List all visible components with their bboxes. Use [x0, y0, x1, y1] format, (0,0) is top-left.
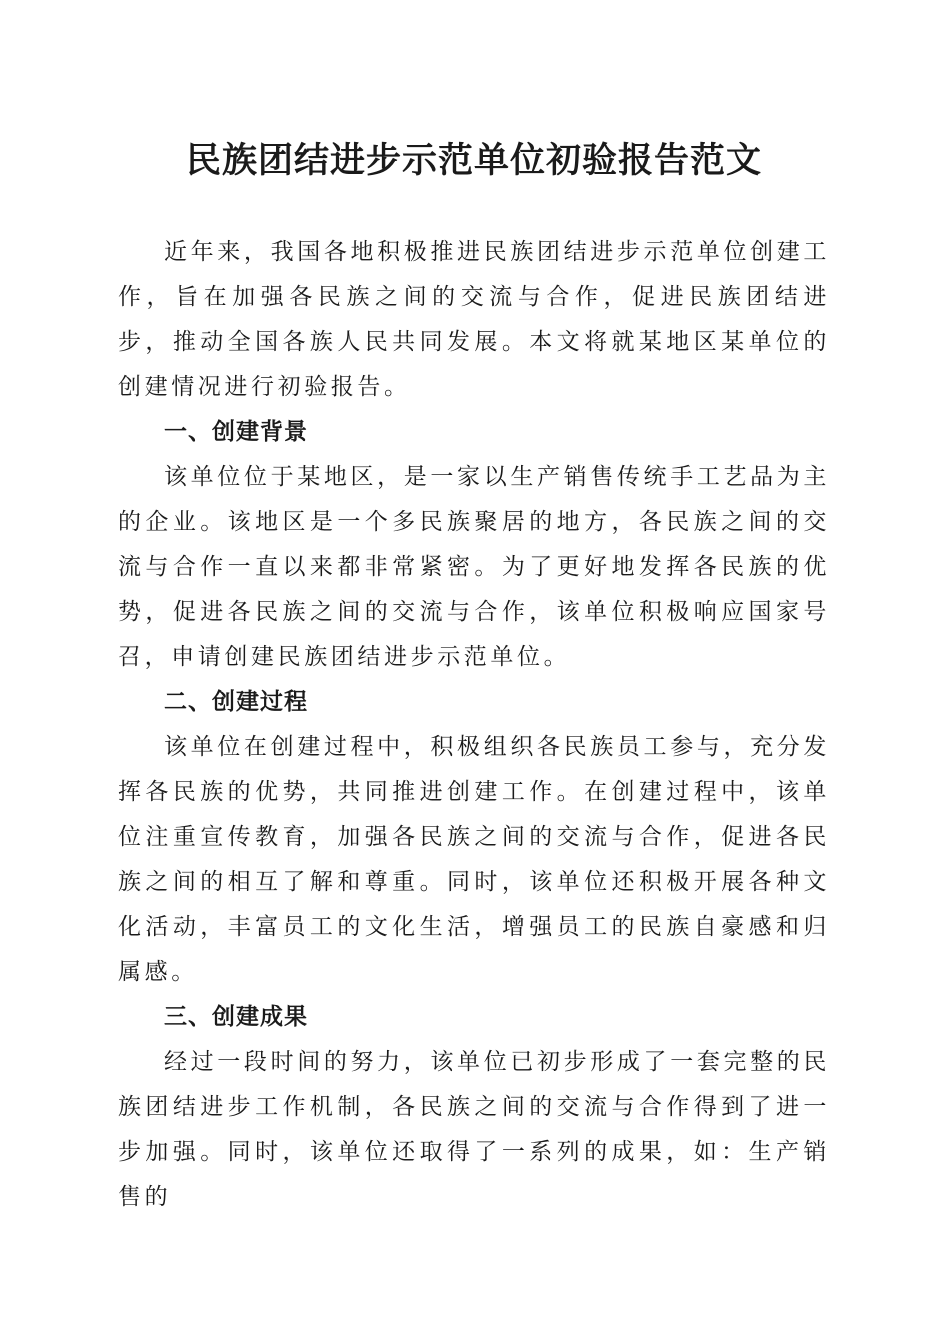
section-paragraph-background: 该单位位于某地区，是一家以生产销售传统手工艺品为主的企业。该地区是一个多民族聚居的地方，各民族之间的交流与合作一直以来都非常紧密。为了更好地发挥各民族的优势，促进各民族之间的交流与合作，该单位积极响应国家号召，申请创建民族团结进步示范单位。	[118, 464, 830, 670]
section-paragraph-results: 经过一段时间的努力，该单位已初步形成了一套完整的民族团结进步工作机制，各民族之间的交流与合作得到了进一步加强。同时，该单位还取得了一系列的成果，如：生产销售的	[118, 1049, 830, 1210]
document-title: 民族团结进步示范单位初验报告范文	[185, 140, 762, 181]
section-paragraph-process: 该单位在创建过程中，积极组织各民族员工参与，充分发挥各民族的优势，共同推进创建工作。在创建过程中，该单位注重宣传教育，加强各民族之间的交流与合作，促进各民族之间的相互了解和尊重。同时，该单位还积极开展各种文化活动，丰富员工的文化生活，增强员工的民族自豪感和归属感。	[118, 734, 830, 985]
section-heading-results: 三、创建成果	[164, 1004, 308, 1030]
intro-paragraph: 近年来，我国各地积极推进民族团结进步示范单位创建工作，旨在加强各民族之间的交流与合作，促进民族团结进步，推动全国各族人民共同发展。本文将就某地区某单位的创建情况进行初验报告。	[118, 239, 830, 400]
document-body	[118, 230, 830, 1220]
section-heading-background: 一、创建背景	[164, 419, 308, 445]
section-heading-process: 二、创建过程	[164, 689, 308, 715]
